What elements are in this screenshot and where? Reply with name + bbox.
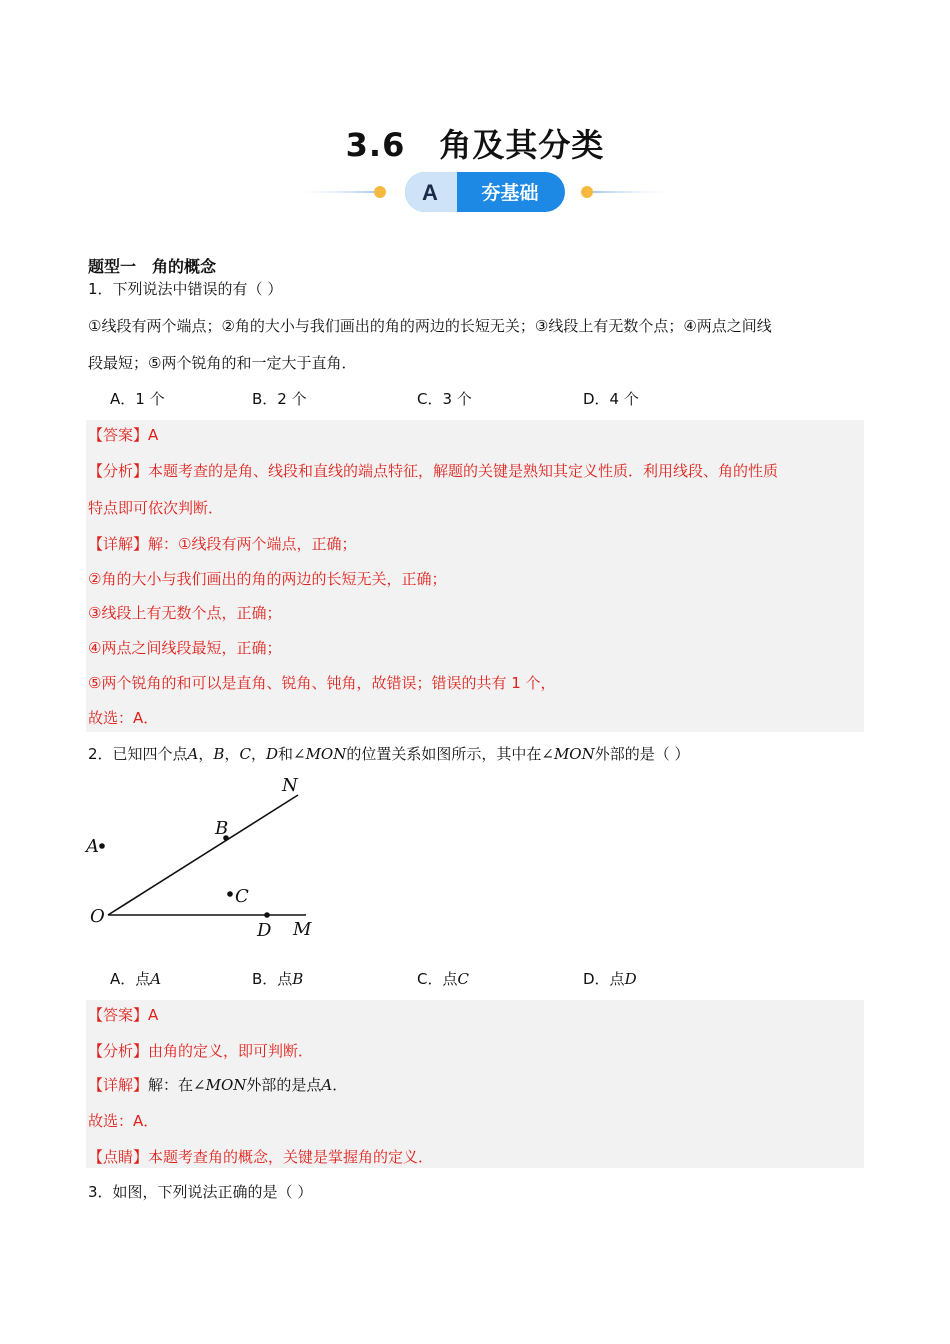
q2-stem-suffix: 外部的是（ ） [594, 745, 690, 763]
title-number: 3.6 [345, 126, 406, 164]
q2-detail-text2: 外部的是点 [246, 1076, 322, 1094]
q1-detail-line1 [88, 534, 356, 554]
label-n: N [282, 775, 298, 796]
banner-right-dot [581, 186, 593, 198]
label-c: C [235, 886, 249, 907]
q2-choose: 故选：A． [88, 1112, 159, 1130]
q2-option-a-prefix: A．点 [110, 970, 151, 988]
point-a-dot [99, 843, 105, 849]
q1-analysis-line2: 特点即可依次判断． [88, 499, 224, 517]
q1-detail-tag: 【详解】 [88, 535, 149, 553]
q1-detail-line3: ③线段上有无数个点，正确； [88, 604, 282, 622]
q2-detail-text1: 解：在 [148, 1076, 194, 1094]
q2-detail-tag: 【详解】 [88, 1076, 149, 1094]
q1-body-line1: ①线段有两个端点；②角的大小与我们画出的角的两边的长短无关；③线段上有无数个点；④两点之间线 [88, 317, 772, 335]
section-heading-label: 题型一 [88, 257, 137, 276]
q2-point-c: C [239, 745, 251, 763]
point-c-dot [227, 891, 233, 897]
section-heading-topic: 角的概念 [152, 257, 217, 276]
q2-analysis: 【分析】由角的定义，即可判断． [88, 1042, 314, 1060]
q3-stem: 3．如图，下列说法正确的是（ ） [88, 1183, 313, 1201]
label-m: M [293, 919, 312, 940]
q2-option-d [583, 969, 637, 989]
q2-option-b [252, 969, 303, 989]
q1-detail-text1: 解：①线段有两个端点，正确； [148, 535, 357, 553]
q2-option-d-var: D [624, 970, 637, 988]
q2-option-c-var: C [457, 970, 469, 988]
q2-point-d: D [265, 745, 278, 763]
q2-option-a-var: A [150, 970, 162, 988]
q2-option-b-var: B [292, 970, 304, 988]
q2-option-c [417, 969, 469, 989]
q2-comma-3: ， [250, 745, 266, 763]
q2-point-b: B [213, 745, 225, 763]
banner-letter: A [422, 180, 438, 205]
label-b: B [215, 818, 229, 839]
q2-angle-2: ∠MON [541, 745, 595, 763]
q2-comment: 【点睛】本题考查角的概念，关键是掌握角的定义． [88, 1148, 434, 1166]
q1-choose: 故选：A． [88, 709, 159, 727]
q2-comma-1: ， [198, 745, 214, 763]
section-banner [290, 165, 680, 215]
section-heading [88, 254, 216, 277]
point-d-dot [264, 912, 270, 918]
q2-point-a: A [187, 745, 199, 763]
banner-left-line [290, 191, 380, 193]
ray-on [108, 795, 298, 915]
banner-left-dot [374, 186, 386, 198]
q2-and: 和 [277, 745, 293, 763]
q1-option-b: B．2 个 [252, 390, 307, 408]
q2-angle: ∠MON [293, 745, 347, 763]
q1-detail-line5: ⑤两个锐角的和可以是直角、锐角、钝角，故错误；错误的共有 1 个， [88, 674, 556, 692]
q1-analysis-line1: 【分析】本题考查的是角、线段和直线的端点特征，解题的关键是熟知其定义性质．利用线段、角的性质 [88, 462, 779, 480]
label-o: O [90, 906, 105, 927]
banner-label: 夯基础 [481, 182, 539, 204]
q2-stem-prefix: 2．已知四个点 [88, 745, 188, 763]
page-title [0, 120, 950, 166]
banner-right-line [590, 191, 680, 193]
q2-detail-angle: ∠MON [193, 1076, 247, 1094]
q2-option-d-prefix: D．点 [583, 970, 625, 988]
q2-detail-end: ． [332, 1076, 348, 1094]
label-a: A [86, 836, 99, 857]
q2-detail-var: A [321, 1076, 333, 1094]
q1-stem: 1．下列说法中错误的有（ ） [88, 280, 283, 298]
q2-figure [80, 770, 330, 945]
q1-option-d: D．4 个 [583, 390, 639, 408]
q2-comma-2: ， [224, 745, 240, 763]
q1-detail-line4: ④两点之间线段最短，正确； [88, 639, 282, 657]
q1-option-c: C．3 个 [417, 390, 472, 408]
q2-stem-mid: 的位置关系如图所示，其中在 [346, 745, 542, 763]
q2-option-c-prefix: C．点 [417, 970, 458, 988]
title-text: 角及其分类 [439, 126, 605, 164]
q2-detail [88, 1075, 347, 1095]
q2-option-a [110, 969, 161, 989]
label-d: D [257, 920, 272, 941]
q1-detail-line2: ②角的大小与我们画出的角的两边的长短无关，正确； [88, 570, 447, 588]
q1-body-line2: 段最短；⑤两个锐角的和一定大于直角． [88, 354, 357, 372]
q1-answer: 【答案】A [88, 426, 159, 444]
q2-answer: 【答案】A [88, 1006, 159, 1024]
q1-option-a: A．1 个 [110, 390, 165, 408]
q2-option-b-prefix: B．点 [252, 970, 293, 988]
q2-stem [88, 744, 690, 764]
